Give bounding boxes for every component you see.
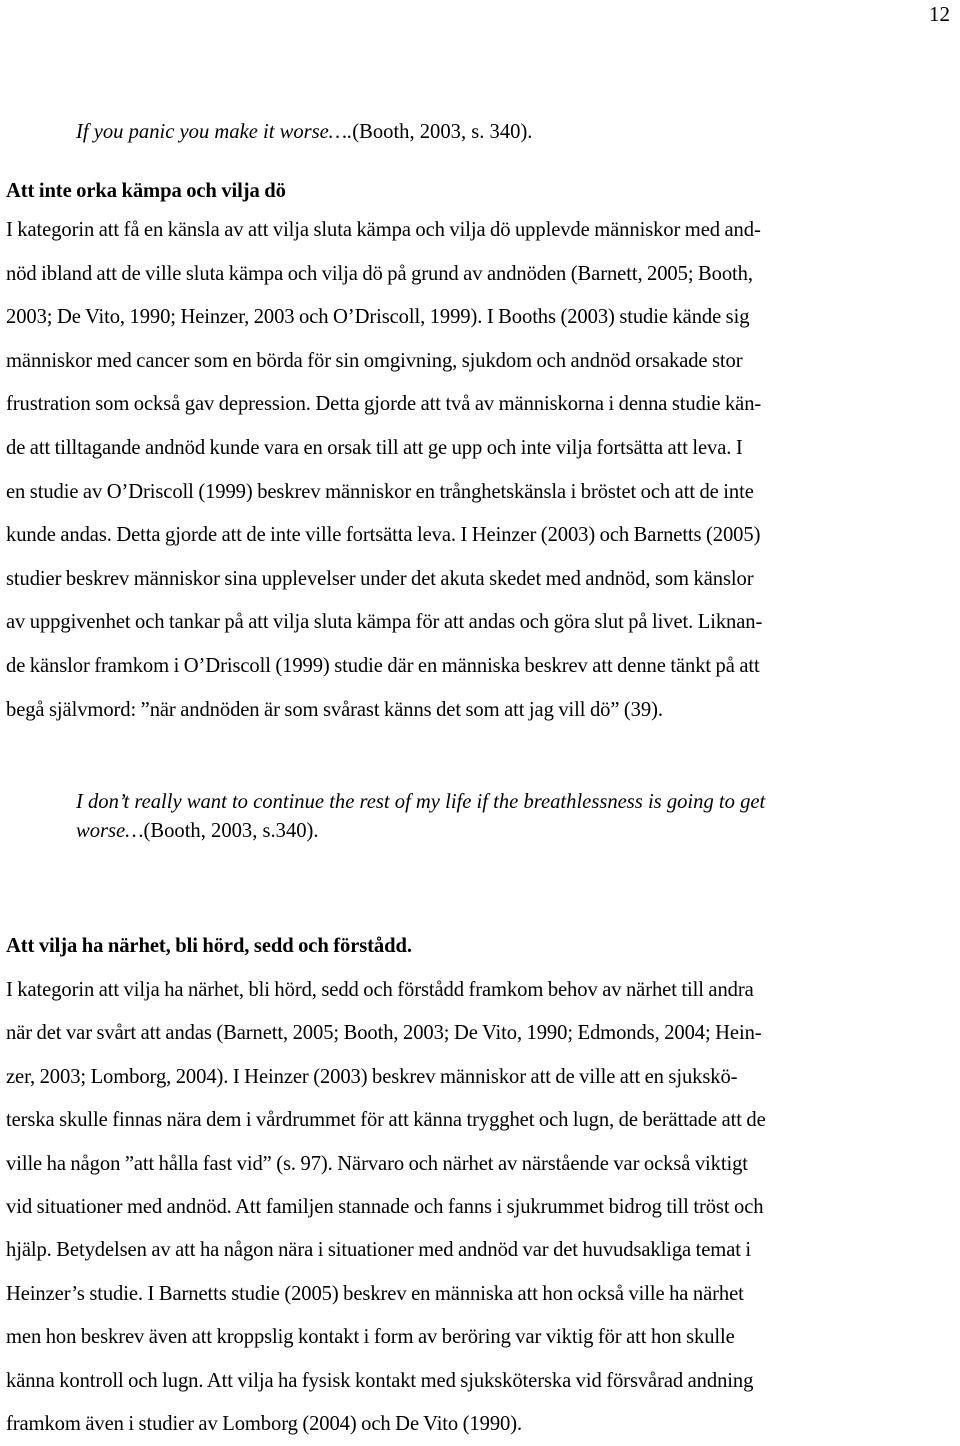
section-heading: Att inte orka kämpa och vilja dö xyxy=(6,180,286,202)
paragraph-line: framkom även i studier av Lomborg (2004) och De Vito (1990). xyxy=(6,1413,523,1436)
paragraph-line: vid situationer med andnöd. Att familjen stannade och fanns i sjukrummet bidrog till tröst och xyxy=(6,1196,764,1219)
paragraph-line: frustration som också gav depression. Detta gjorde att två av människorna i denna studie kän- xyxy=(6,393,762,416)
paragraph-line: när det var svårt att andas (Barnett, 2005; Booth, 2003; De Vito, 1990; Edmonds, 2004; Hein- xyxy=(6,1022,762,1045)
paragraph-line: 2003; De Vito, 1990; Heinzer, 2003 och O’Driscoll, 1999). I Booths (2003) studie kände sig xyxy=(6,306,750,329)
block-quote-1 xyxy=(76,119,956,145)
quote-text: If you panic you make it worse…. xyxy=(76,121,353,143)
paragraph-line: Heinzer’s studie. I Barnetts studie (2005) beskrev en människa att hon också ville ha närhet xyxy=(6,1282,744,1305)
section-breathlessness-will-to-die xyxy=(6,174,958,732)
quote-citation: (Booth, 2003, s.340). xyxy=(143,820,319,842)
paragraph-line: begå självmord: ”när andnöden är som svårast känns det som att jag vill dö” (39). xyxy=(6,698,663,721)
paragraph-line: terska skulle finnas nära dem i vårdrummet för att känna trygghet och lugn, de berättade att de xyxy=(6,1109,766,1132)
paragraph-line: de känslor framkom i O’Driscoll (1999) studie där en människa beskrev att denne tänkt på att xyxy=(6,654,760,677)
block-quote-2 xyxy=(76,788,956,846)
paragraph-line: I kategorin att vilja ha närhet, bli hörd, sedd och förstådd framkom behov av närhet till andra xyxy=(6,979,754,1001)
section-closeness-heard-seen xyxy=(6,928,958,1446)
paragraph-line: av uppgivenhet och tankar på att vilja sluta kämpa för att andas och göra slut på livet. Liknan- xyxy=(6,611,763,634)
paragraph-line: hjälp. Betydelsen av att ha någon nära i situationer med andnöd var det huvudsakliga temat i xyxy=(6,1239,752,1262)
paragraph-line: kunde andas. Detta gjorde att de inte ville fortsätta leva. I Heinzer (2003) och Barnetts (2005) xyxy=(6,524,761,547)
paragraph-line: känna kontroll och lugn. Att vilja ha fysisk kontakt med sjuksköterska vid försvårad andning xyxy=(6,1369,754,1392)
paragraph-line: nöd ibland att de ville sluta kämpa och vilja dö på grund av andnöden (Barnett, 2005; Booth, xyxy=(6,262,753,285)
paragraph-line: människor med cancer som en börda för sin omgivning, sjukdom och andnöd orsakade stor xyxy=(6,349,743,372)
quote-citation: (Booth, 2003, s. 340). xyxy=(352,121,533,143)
section-heading: Att vilja ha närhet, bli hörd, sedd och förstådd. xyxy=(6,935,412,957)
paragraph-line: studier beskrev människor sina upplevelser under det akuta skedet med andnöd, som känslor xyxy=(6,567,754,590)
paragraph-line: men hon beskrev även att kroppslig kontakt i form av beröring var viktig för att hon skulle xyxy=(6,1326,735,1349)
paragraph-line: de att tilltagande andnöd kunde vara en orsak till att ge upp och inte vilja fortsätta att leva. I xyxy=(6,436,743,459)
paragraph-line: ville ha någon ”att hålla fast vid” (s. 97). Närvaro och närhet av närstående var också viktigt xyxy=(6,1152,748,1175)
paragraph-line: en studie av O’Driscoll (1999) beskrev människor en trånghetskänsla i bröstet och att de inte xyxy=(6,480,754,503)
paragraph-line: zer, 2003; Lomborg, 2004). I Heinzer (2003) beskrev människor att de ville att en sjukskö- xyxy=(6,1065,738,1088)
page-number: 12 xyxy=(929,2,950,26)
paragraph-line: I kategorin att få en känsla av att vilja sluta kämpa och vilja dö upplevde människor med and- xyxy=(6,219,761,241)
quote-text-line: I don’t really want to continue the rest of my life if the breathlessness is going to get xyxy=(76,791,766,813)
quote-text-line: worse… xyxy=(76,820,144,842)
